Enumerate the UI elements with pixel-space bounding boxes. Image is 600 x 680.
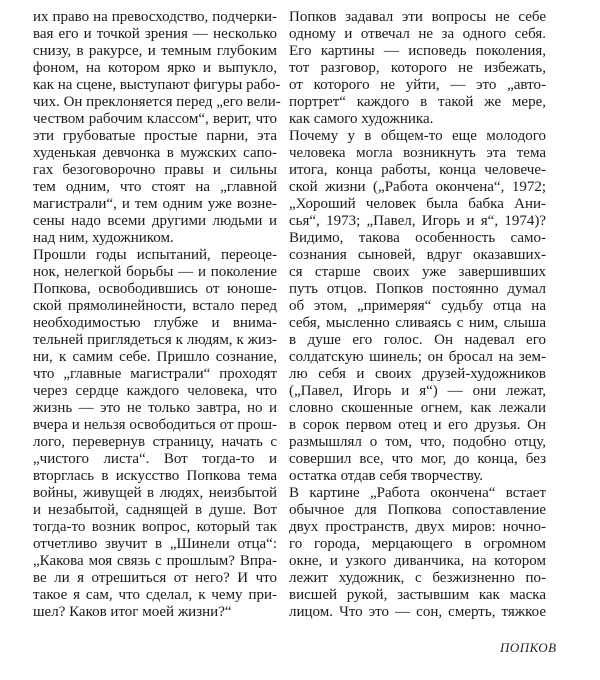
- text-line: себя, мысленно сливаясь с ним, слыша: [289, 315, 546, 331]
- text-line: лю себя и своих друзей-художников: [289, 366, 546, 382]
- text-line: двух пространств, двух миров: ночно-: [289, 519, 546, 535]
- text-line: го города, мерцающего в огромном: [289, 536, 546, 552]
- text-line: сья“, 1973; „Павел, Игорь и я“, 1974)?: [289, 213, 546, 229]
- text-line: тем одним, что стоят на „главной: [33, 179, 277, 195]
- text-line: тогда-то возник вопрос, который так: [33, 519, 277, 535]
- text-column-left: [33, 9, 281, 621]
- text-line: ся старше своих уже завершивших: [289, 264, 546, 280]
- text-line: сознания сыновей, вдруг оказавших-: [289, 247, 546, 263]
- text-line: Видимо, такова особенность само-: [289, 230, 546, 246]
- text-line: нок, нелегкой борьбы — и поколение: [33, 264, 277, 280]
- text-line: совершил все, что мог, до конца, без: [289, 451, 546, 467]
- text-line: об этом, „примеряя“ судьбу отца на: [289, 298, 546, 314]
- text-line: тельней приглядеться к людям, к жиз-: [33, 332, 277, 348]
- text-line: лежит художник, с безжизненно по-: [289, 570, 546, 586]
- text-line: одному и отвечал не за одного себя.: [289, 26, 546, 42]
- text-line: остатка отдав себя творчеству.: [289, 468, 484, 484]
- text-column-right: [289, 9, 546, 621]
- text-line: магистрали“, и тем одним уже возне-: [33, 196, 277, 212]
- text-line: вчера и нельзя освободиться от прош-: [33, 417, 277, 433]
- text-line: войны, живущей в людях, неизбытой: [33, 485, 277, 501]
- text-line: Почему у в общем-то еще молодого: [289, 128, 546, 144]
- text-line: через сердце каждого человека, что: [33, 383, 277, 399]
- text-line: „чистого листа“. Вот тогда-то и: [33, 451, 277, 467]
- text-line: фоном, на котором ярко и выпукло,: [33, 60, 277, 76]
- text-line: в душе его голос. Он надевал его: [289, 332, 546, 348]
- text-line: необходимостью глубже и внима-: [33, 315, 277, 331]
- text-line: как самого художника.: [289, 111, 434, 127]
- text-line: обычное для Попкова сопоставление: [289, 502, 546, 518]
- text-line: ской жизни („Работа окончена“, 1972;: [289, 179, 546, 195]
- text-line: в сорок первом отец и его друзья. Он: [289, 417, 546, 433]
- text-line: окне, и узкого диванчика, на котором: [289, 553, 546, 569]
- text-line: чеством рабочим классом“, верит, что: [33, 111, 277, 127]
- text-line: жизнь — это не только завтра, но и: [33, 400, 277, 416]
- text-line: итога, конца работы, конца человече-: [289, 162, 546, 178]
- running-title: ПОПКОВ: [500, 640, 557, 655]
- text-line: ни, к самим себе. Пришло сознание,: [33, 349, 277, 365]
- text-line: что „главные магистрали“ проходят: [33, 366, 277, 382]
- paragraph: [33, 9, 281, 247]
- text-line: вторглась в искусство Попкова тема: [33, 468, 277, 484]
- paragraph: [289, 485, 546, 621]
- text-line: отчетливо звучит в „Шинели отца“:: [33, 536, 277, 552]
- paragraph: [289, 9, 546, 128]
- text-line: Прошли годы испытаний, переоце-: [33, 247, 277, 263]
- text-line: и незабытой, саднящей в душе. Вот: [33, 502, 277, 518]
- text-line: солдатскую шинель; он бросал на зем-: [289, 349, 546, 365]
- text-line: их право на превосходство, подчерки-: [33, 9, 277, 25]
- text-line: лицом. Что это — сон, смерть, тяжкое: [289, 604, 546, 620]
- text-line: „Какова моя связь с прошлым? Впра-: [33, 553, 277, 569]
- text-line: ской прямолинейности, встало перед: [33, 298, 277, 314]
- text-line: висшей рукой, застывшим как маска: [289, 587, 546, 603]
- text-line: В картине „Работа окончена“ встает: [289, 485, 546, 501]
- text-line: худенькая девчонка в мужских сапо-: [33, 145, 277, 161]
- text-line: тот разговор, которого не избежать,: [289, 60, 546, 76]
- text-line: словно скошенные огнем, как лежали: [289, 400, 546, 416]
- text-line: шел? Каков итог моей жизни?“: [33, 604, 232, 620]
- text-line: чих. Он преклоняется перед „его вели-: [33, 94, 281, 110]
- text-line: над ним, художником.: [33, 230, 174, 246]
- text-line: эти грубоватые простые парни, эта: [33, 128, 277, 144]
- paragraph: [33, 247, 277, 621]
- text-line: такое я сам, что сделал, к чему при-: [33, 587, 277, 603]
- text-line: вая его и точкой зрения — несколько: [33, 26, 277, 42]
- text-line: человека могла возникнуть эта тема: [289, 145, 546, 161]
- text-line: размышлял о том, что, подобно отцу,: [289, 434, 546, 450]
- text-line: сены надо всеми другими людьми и: [33, 213, 277, 229]
- text-line: ве ли я отрешиться от него? И что: [33, 570, 277, 586]
- text-line: от которого не уйти, — это „авто-: [289, 77, 546, 93]
- text-line: лого, перевернув страницу, начать с: [33, 434, 277, 450]
- text-line: портрет“ каждого в такой же мере,: [289, 94, 546, 110]
- text-line: путь отцов. Попков постоянно думал: [289, 281, 546, 297]
- text-line: Его картины — исповедь поколения,: [289, 43, 546, 59]
- text-line: гах безоговорочно правы и сильны: [33, 162, 277, 178]
- text-line: („Павел, Игорь и я“) — они лежат,: [289, 383, 546, 399]
- paragraph: [289, 128, 546, 485]
- text-line: „Хороший человек была бабка Ани-: [289, 196, 546, 212]
- text-line: Попкова, освободившись от юноше-: [33, 281, 277, 297]
- text-line: снизу, в ракурсе, и темным глубоким: [33, 43, 277, 59]
- text-line: Попков задавал эти вопросы не себе: [289, 9, 546, 25]
- text-line: как на сцене, выступают фигуры рабо-: [33, 77, 281, 93]
